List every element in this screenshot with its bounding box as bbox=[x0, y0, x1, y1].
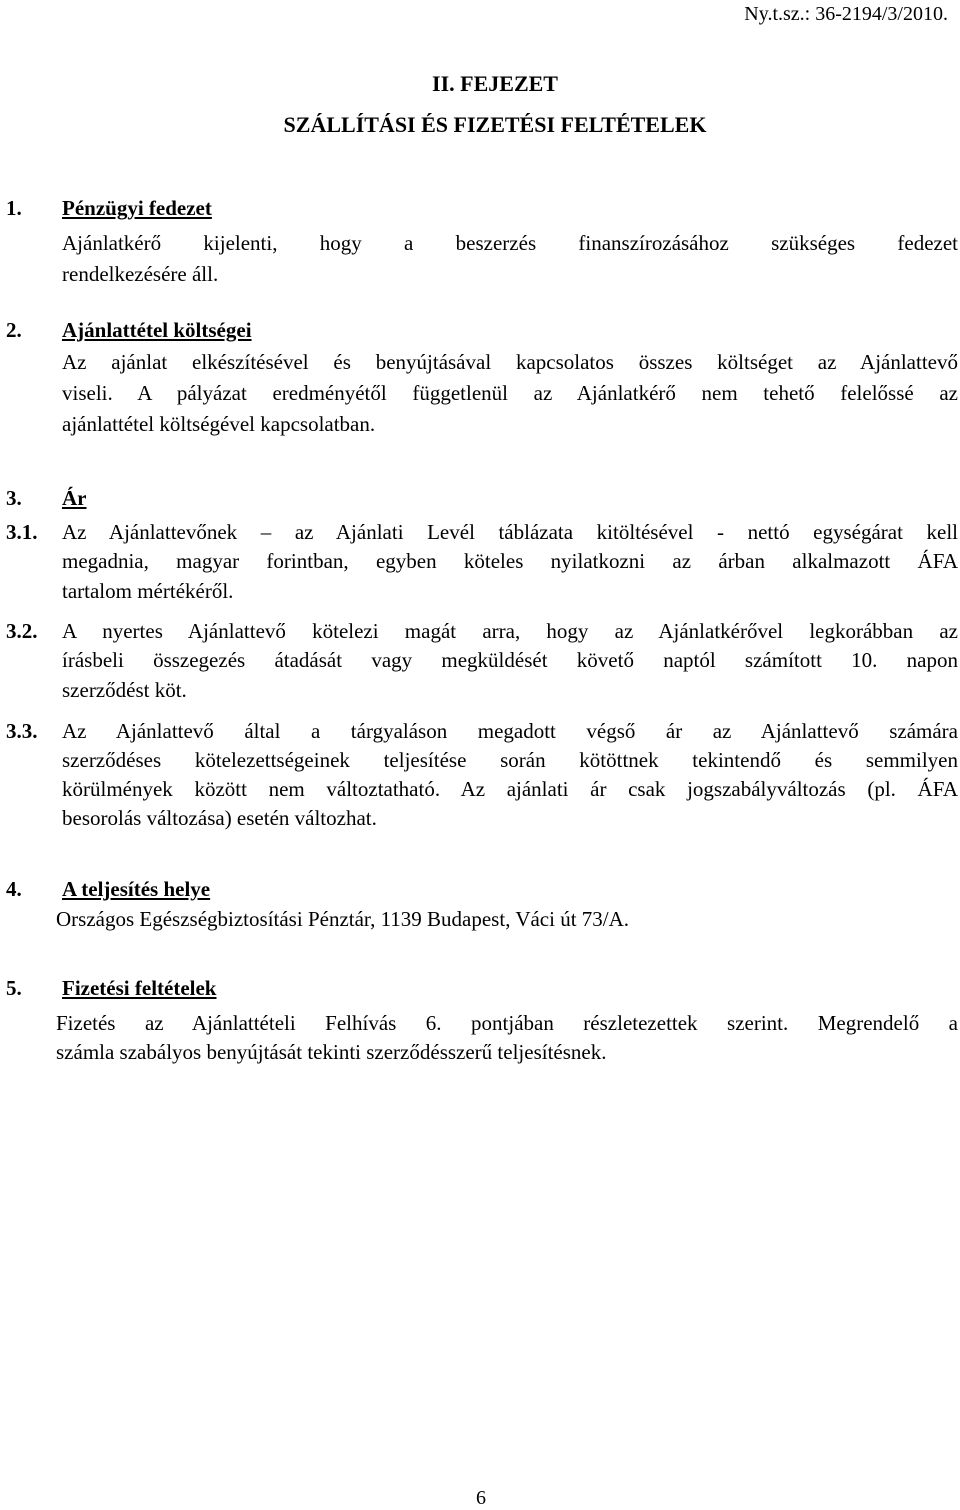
paragraph-3-3-number: 3.3. bbox=[6, 719, 38, 743]
paragraph-3-2-number: 3.2. bbox=[6, 619, 38, 643]
section-4-number: 4. bbox=[6, 877, 22, 901]
section-1-line-2: rendelkezésére áll. bbox=[62, 262, 219, 286]
section-2-line-1: Az ajánlat elkészítésével és benyújtásával kapcsolatos összes költséget az Ajánlattevő bbox=[62, 350, 958, 374]
section-2-line-3: ajánlattétel költségével kapcsolatban. bbox=[62, 412, 376, 436]
chapter-number: II. FEJEZET bbox=[432, 71, 558, 96]
paragraph-3-3-line-3: körülmények között nem változtatható. Az ajánlati ár csak jogszabályváltozás (pl. ÁFA bbox=[62, 777, 958, 801]
chapter-title: SZÁLLÍTÁSI ÉS FIZETÉSI FELTÉTELEK bbox=[283, 112, 707, 137]
section-4-line-1: Országos Egészségbiztosítási Pénztár, 1139 Budapest, Váci út 73/A. bbox=[56, 907, 630, 931]
document-reference: Ny.t.sz.: 36-2194/3/2010. bbox=[744, 3, 948, 25]
section-5-title: Fizetési feltételek bbox=[62, 976, 217, 1000]
paragraph-3-1-line-3: tartalom mértékéről. bbox=[62, 579, 234, 603]
paragraph-3-2-line-3: szerződést köt. bbox=[62, 678, 187, 702]
paragraph-3-3-line-4: besorolás változása) esetén változhat. bbox=[62, 806, 377, 830]
section-2-number: 2. bbox=[6, 318, 22, 342]
paragraph-3-1-line-1: Az Ajánlattevőnek – az Ajánlati Levél táblázata kitöltésével - nettó egységárat kell bbox=[62, 520, 958, 544]
paragraph-3-3-line-2: szerződéses kötelezettségeinek teljesítése során kötöttnek tekintendő és semmilyen bbox=[62, 748, 958, 772]
section-3-number: 3. bbox=[6, 486, 22, 510]
paragraph-3-1-line-2: megadnia, magyar forintban, egyben köteles nyilatkozni az árban alkalmazott ÁFA bbox=[62, 549, 958, 573]
paragraph-3-2-line-2: írásbeli összegezés átadását vagy megküldését követő naptól számított 10. napon bbox=[62, 648, 958, 672]
section-5-line-2: számla szabályos benyújtását tekinti szerződésszerű teljesítésnek. bbox=[56, 1040, 607, 1064]
section-1-title: Pénzügyi fedezet bbox=[62, 196, 212, 220]
section-5-number: 5. bbox=[6, 976, 22, 1000]
paragraph-3-2-line-1: A nyertes Ajánlattevő kötelezi magát arra, hogy az Ajánlatkérővel legkorábban az bbox=[62, 619, 958, 643]
section-1-line-1: Ajánlatkérő kijelenti, hogy a beszerzés finanszírozásához szükséges fedezet bbox=[62, 231, 958, 255]
section-2-title: Ajánlattétel költségei bbox=[62, 318, 252, 342]
paragraph-3-3-line-1: Az Ajánlattevő által a tárgyaláson megadott végső ár az Ajánlattevő számára bbox=[62, 719, 958, 743]
section-5-line-1: Fizetés az Ajánlattételi Felhívás 6. pontjában részletezettek szerint. Megrendelő a bbox=[56, 1011, 958, 1035]
section-3-title: Ár bbox=[62, 486, 87, 510]
page-number: 6 bbox=[476, 1487, 486, 1509]
section-2-line-2: viseli. A pályázat eredményétől függetlenül az Ajánlatkérő nem tehető felelőssé az bbox=[62, 381, 958, 405]
section-1-number: 1. bbox=[6, 196, 22, 220]
paragraph-3-1-number: 3.1. bbox=[6, 520, 38, 544]
section-4-title: A teljesítés helye bbox=[62, 877, 211, 901]
